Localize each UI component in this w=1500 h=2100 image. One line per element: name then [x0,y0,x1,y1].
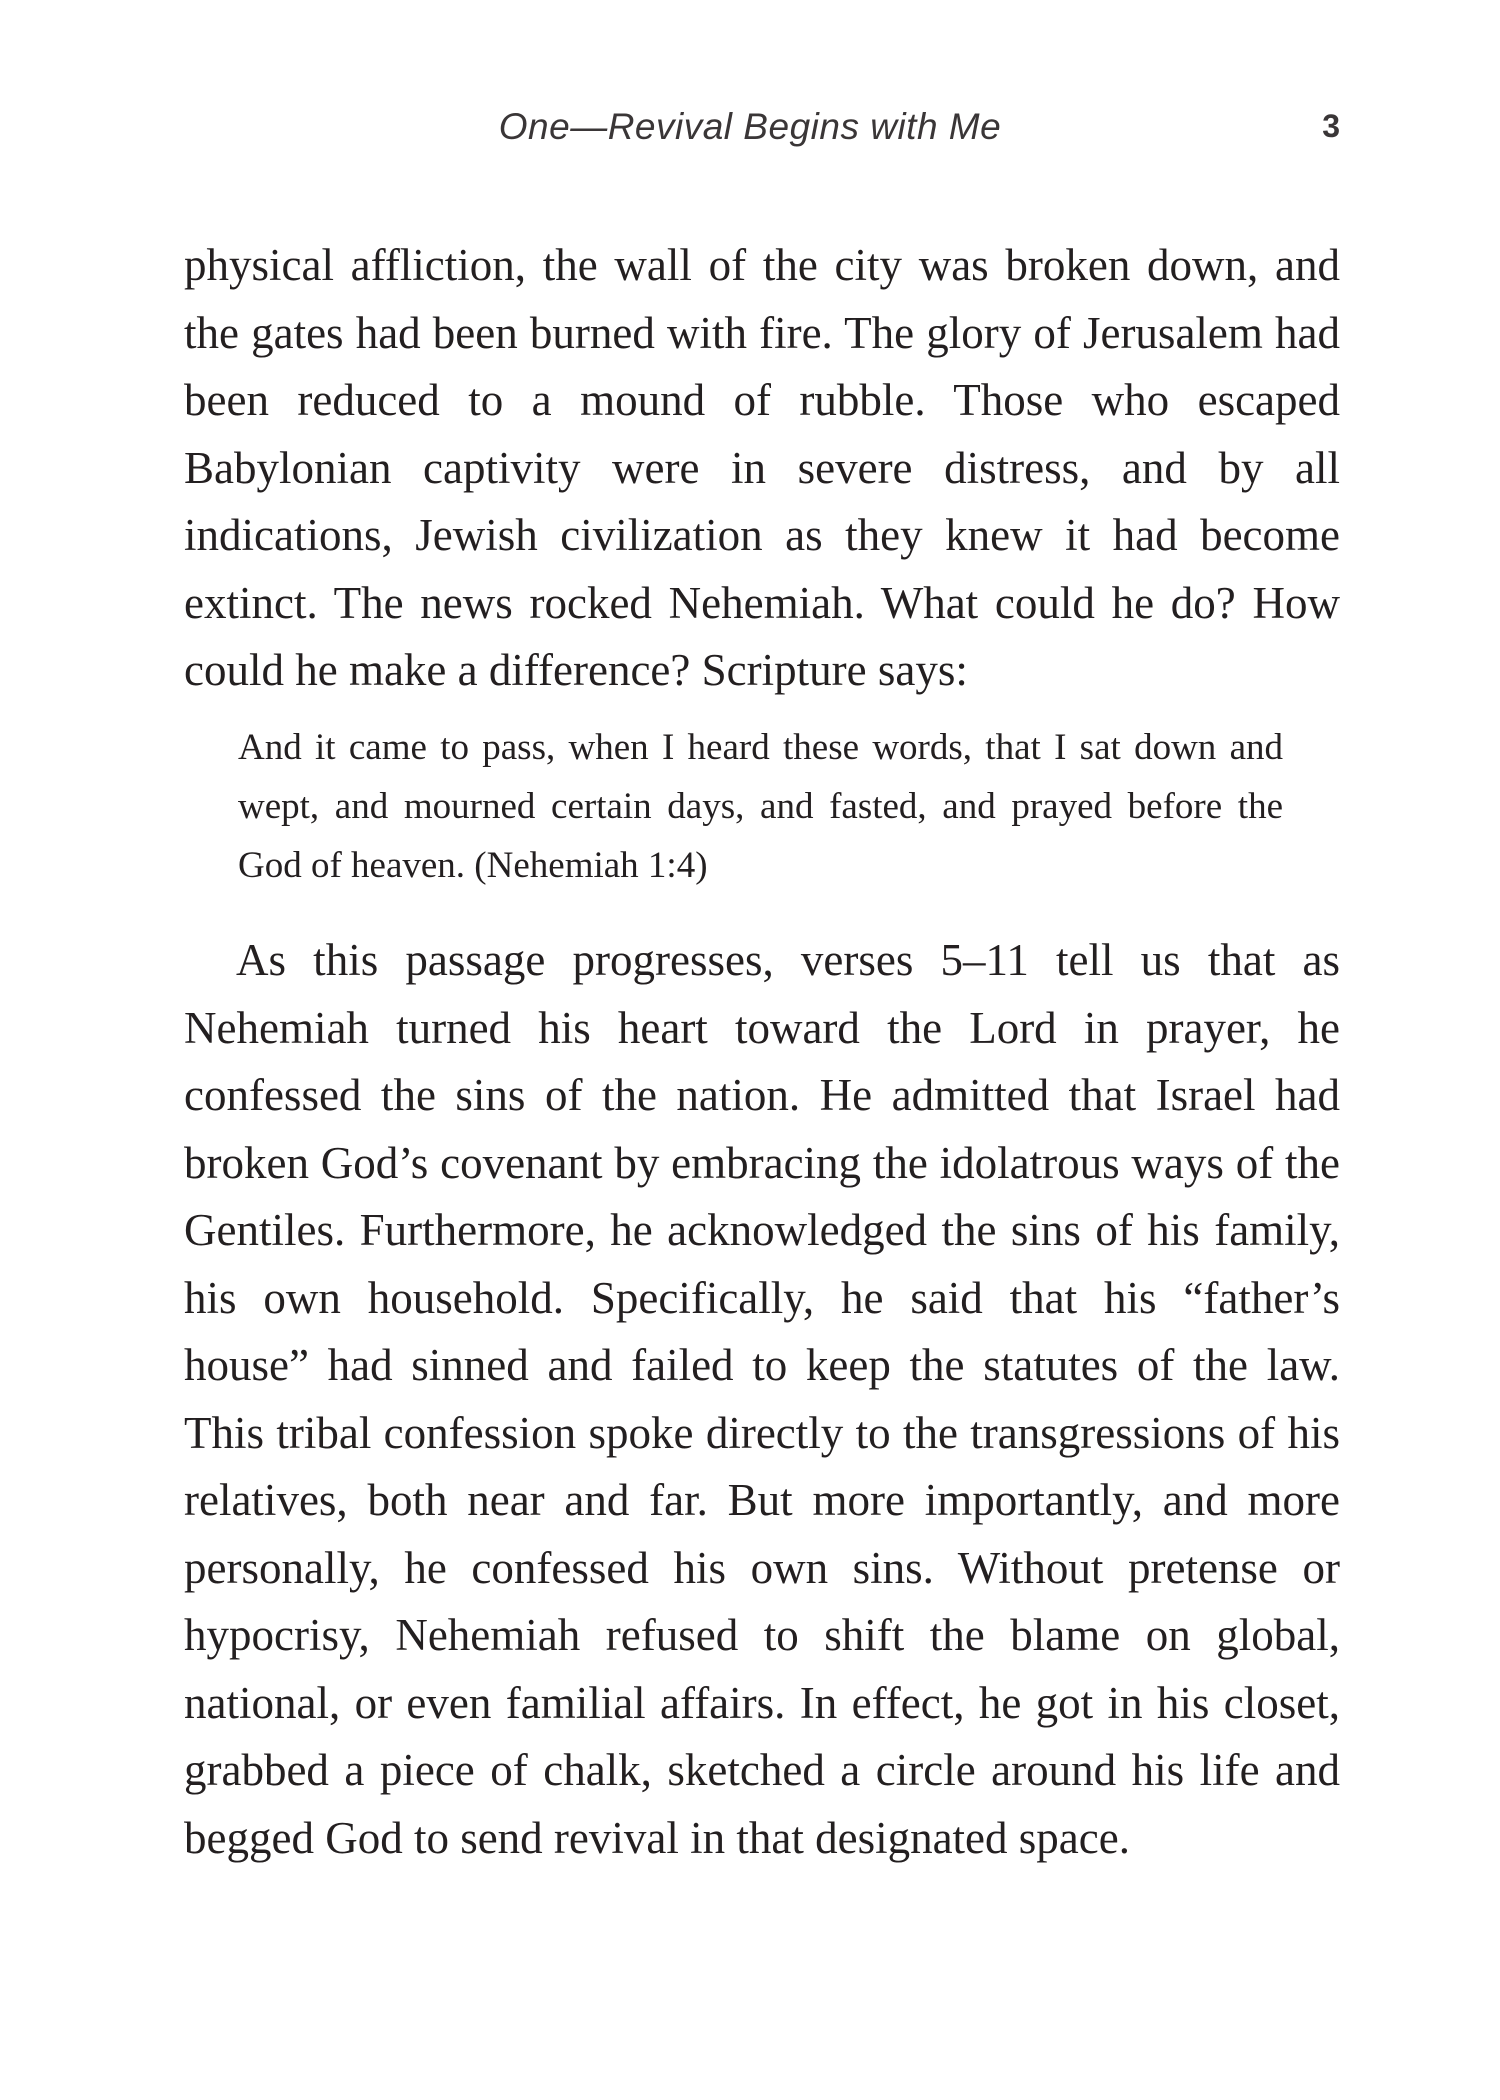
scripture-block-quote: And it came to pass, when I heard these words, that I sat down and wept, and mourned certain days, and fasted, and prayed before the God of heaven. (Nehemiah 1:4) [238,727,1283,886]
page-number: 3 [1322,108,1340,144]
body-paragraph-1-container [184,232,1340,705]
running-title: One—Revival Begins with Me [498,106,1002,147]
body-paragraph-2: As this passage progresses, verses 5–11 tell us that as Nehemiah turned his heart toward the Lord in prayer, he confessed the sins of the nation. He admitted that Israel had broken God’s covenant by embracing the idolatrous ways of the Gentiles. Furthermore, he acknowledged the sins of his family, his own household. Specifically, he said that his “father’s house” had sinned and failed to keep the statutes of the law. This tribal confession spoke directly to the transgressions of his relatives, both near and far. But more importantly, and more personally, he confessed his own sins. Without pretense or hypocrisy, Nehemiah refused to shift the blame on global, national, or even familial affairs. In effect, he got in his closet, grabbed a piece of chalk, sketched a circle around his life and begged God to send revival in that designated space. [184,935,1340,1863]
body-paragraph-1: physical affliction, the wall of the city was broken down, and the gates had been burned with fire. The glory of Jerusalem had been reduced to a mound of rubble. Those who escaped Babylonian captivity were in severe distress, and by all indications, Jewish civilization as they knew it had become extinct. The news rocked Nehemiah. What could he do? How could he make a difference? Scripture says: [184,240,1340,695]
body-paragraph-2-container [184,927,1340,1872]
running-head [0,100,1500,160]
